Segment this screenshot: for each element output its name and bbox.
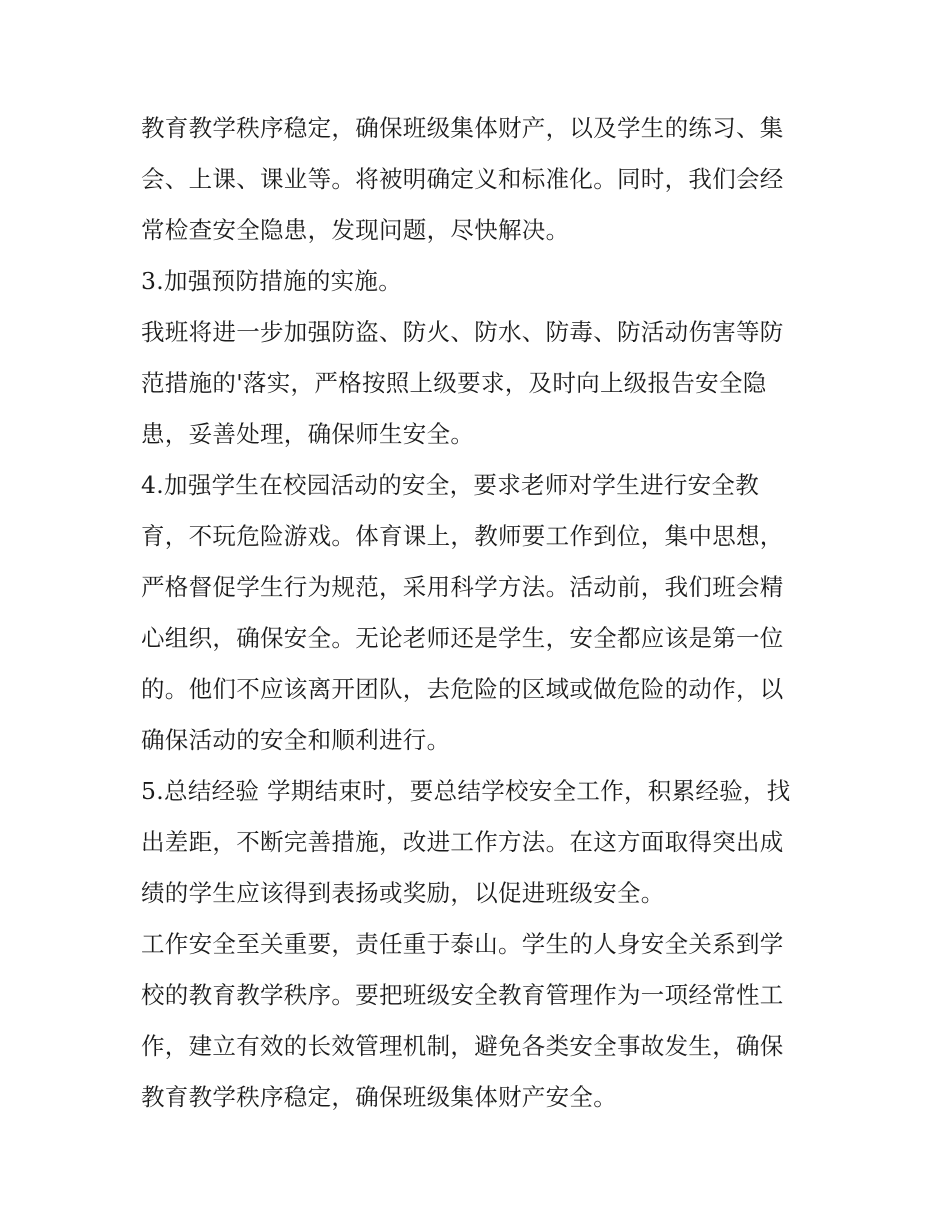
text-line: 会、上课、课业等。将被明确定义和标准化。同时，我们会经 (141, 165, 784, 193)
section-heading: 5.总结经验 学期结束时，要总结学校安全工作，积累经验，找 (141, 777, 791, 805)
section-heading: 3.加强预防措施的实施。 (141, 267, 403, 295)
text-line: 教育教学秩序稳定，确保班级集体财产安全。 (141, 1083, 617, 1111)
text-line: 我班将进一步加强防盗、防火、防水、防毒、防活动伤害等防 (141, 318, 784, 346)
text-line: 确保活动的安全和顺利进行。 (141, 726, 451, 754)
text-line: 教育教学秩序稳定，确保班级集体财产，以及学生的练习、集 (141, 114, 784, 142)
text-line: 出差距，不断完善措施，改进工作方法。在这方面取得突出成 (141, 828, 784, 856)
text-line: 严格督促学生行为规范，采用科学方法。活动前，我们班会精 (141, 573, 784, 601)
text-line: 心组织，确保安全。无论老师还是学生，安全都应该是第一位 (141, 624, 784, 652)
text-line: 绩的学生应该得到表扬或奖励，以促进班级安全。 (141, 879, 665, 907)
text-line: 校的教育教学秩序。要把班级安全教育管理作为一项经常性工 (141, 981, 784, 1009)
text-line: 作，建立有效的长效管理机制，避免各类安全事故发生，确保 (141, 1032, 784, 1060)
text-line: 范措施的'落实，严格按照上级要求，及时向上级报告安全隐 (141, 369, 767, 397)
text-line: 的。他们不应该离开团队，去危险的区域或做危险的动作，以 (141, 675, 784, 703)
section-heading: 4.加强学生在校园活动的安全，要求老师对学生进行安全教 (141, 471, 760, 499)
text-line: 常检查安全隐患，发现问题，尽快解决。 (141, 216, 570, 244)
text-line: 工作安全至关重要，责任重于泰山。学生的人身安全关系到学 (141, 930, 784, 958)
text-line: 育，不玩危险游戏。体育课上，教师要工作到位，集中思想， (141, 522, 784, 550)
text-line: 患，妥善处理，确保师生安全。 (141, 420, 475, 448)
